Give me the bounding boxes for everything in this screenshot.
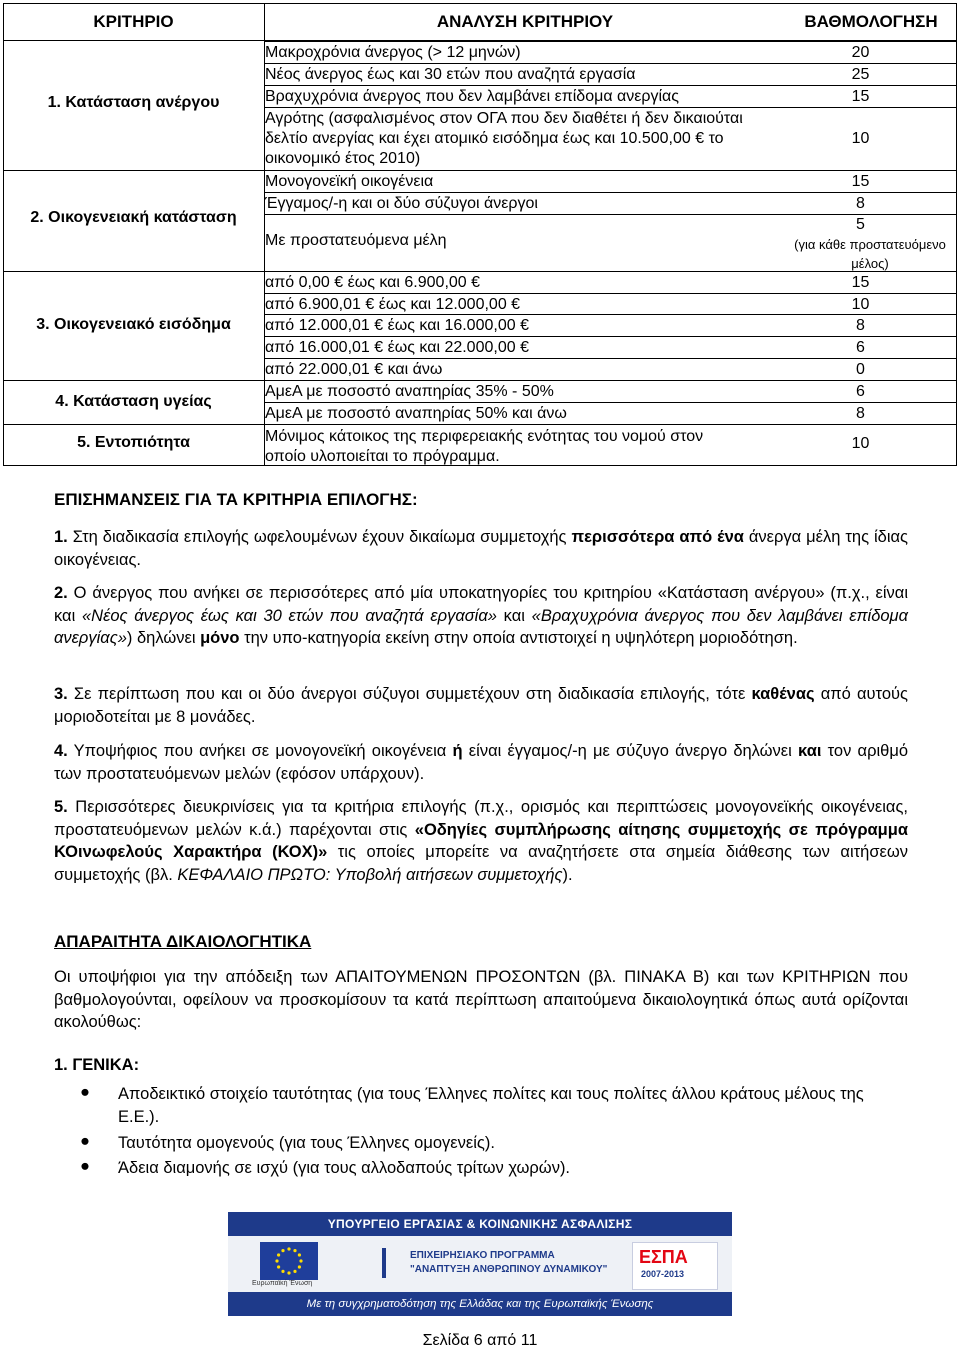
criteria-table (3, 3, 957, 466)
header-score: ΒΑΘΜΟΛΟΓΗΣΗ (804, 12, 938, 31)
note-4 (54, 740, 908, 785)
note-text: από αυτούς μοριοδοτείται με 8 μονάδες. (54, 685, 908, 726)
row-desc: από 12.000,01 € έως και 16.000,00 € (265, 317, 529, 334)
header-criterion: ΚΡΙΤΗΡΙΟ (93, 12, 174, 31)
category-income: 3. Οικογενειακό εισόδημα (36, 316, 231, 333)
row-desc: ΑμεΑ με ποσοστό αναπηρίας 35% - 50% (265, 383, 554, 400)
note-text: είναι έγγαμος/-η με σύζυγο άνεργο δηλώνει (462, 742, 799, 760)
row-line (264, 293, 957, 294)
note-2 (54, 582, 908, 650)
category-locality: 5. Εντοπιότητα (77, 434, 190, 451)
row-score: 0 (856, 361, 865, 378)
category-family: 2. Οικογενειακή κατάσταση (30, 209, 237, 226)
row-score: 8 (856, 405, 865, 422)
note-5 (54, 796, 908, 886)
eu-flag-icon (260, 1242, 318, 1280)
docs-bullet: Αποδεικτικό στοιχείο ταυτότητας (για τους Έλληνες πολίτες και τους πολίτες άλλου κράτους μέλους της Ε.Ε.). (118, 1085, 864, 1126)
row-line (264, 358, 957, 359)
row-desc: Μονογονεϊκή οικογένεια (265, 173, 434, 190)
row-line (264, 314, 957, 315)
eu-caption: Ευρωπαϊκή Ένωση (252, 1280, 313, 1287)
row-score: 5 (856, 216, 865, 233)
row-score: 8 (856, 317, 865, 334)
note-emphasis: καθένας (751, 685, 815, 703)
note-text: Στη διαδικασία επιλογής ωφελουμένων έχουν δικαίωμα συμμετοχής (67, 528, 572, 546)
note-number: 3. (54, 685, 68, 703)
espa-text: ΕΣΠΑ (639, 1247, 688, 1267)
program-mark-icon (382, 1248, 408, 1278)
row-score: 20 (851, 44, 870, 61)
category-health: 4. Κατάσταση υγείας (55, 393, 212, 410)
row-line (264, 214, 957, 215)
row-score: 25 (851, 66, 870, 83)
note-number: 2. (54, 584, 68, 602)
docs-subheading: 1. ΓΕΝΙΚΑ: (54, 1056, 140, 1074)
espa-years: 2007-2013 (641, 1269, 685, 1279)
row-desc: Αγρότης (ασφαλισμένος στον ΟΓΑ που δεν διαθέτει ή δεν δικαιούται δελτίο ανεργίας και έχει ατομικό εισόδημα έως και 10.500,00 € το οικονομικό έτος 2010) (265, 110, 743, 167)
row-desc: Μακροχρόνια άνεργος (> 12 μηνών) (265, 44, 521, 61)
espa-logo (632, 1242, 718, 1290)
docs-heading: ΑΠΑΡΑΙΤΗΤΑ ΔΙΚΑΙΟΛΟΓΗΤΙΚΑ (54, 932, 312, 951)
row-line (264, 63, 957, 64)
row-desc: από 6.900,01 € έως και 12.000,00 € (265, 296, 521, 313)
funding-banner (228, 1212, 732, 1316)
note-italic: «Νέος άνεργος έως και 30 ετών που αναζητά εργασία» (81, 606, 497, 625)
row-score: 8 (856, 195, 865, 212)
note-text: Ο άνεργος που ανήκει σε περισσότερες από μία υποκατηγορίες του κριτηρίου (67, 584, 658, 602)
note-emphasis: περισσότερα από ένα (571, 528, 744, 546)
row-desc: Έγγαμος/-η και οι δύο σύζυγοι άνεργοι (265, 195, 538, 212)
bullet-icon: ● (80, 1083, 90, 1101)
ministry-title: ΥΠΟΥΡΓΕΙΟ ΕΡΓΑΣΙΑΣ & ΚΟΙΝΩΝΙΚΗΣ ΑΣΦΑΛΙΣΗΣ (228, 1212, 732, 1236)
note-number: 1. (54, 528, 68, 546)
row-desc: από 22.000,01 € και άνω (265, 361, 443, 378)
docs-intro: Οι υποψήφιοι για την απόδειξη των ΑΠΑΙΤΟΥΜΕΝΩΝ ΠΡΟΣΟΝΤΩΝ (βλ. ΠΙΝΑΚΑ Β) και των ΚΡΙΤΗΡΙΩΝ που βαθμολογούνται, οφείλουν να προσκομίσουν τα κατά περίπτωση απαιτούμενα δικαιολογητικά όπως αυτά ορίζονται ακολούθως: (54, 968, 908, 1031)
header-analysis: ΑΝΑΛΥΣΗ ΚΡΙΤΗΡΙΟΥ (436, 12, 614, 31)
section-divider (3, 170, 957, 171)
program-line2: "ΑΝΑΠΤΥΞΗ ΑΝΘΡΩΠΙΝΟΥ ΔΥΝΑΜΙΚΟΥ" (410, 1264, 608, 1275)
row-score: 6 (856, 383, 865, 400)
row-score: 6 (856, 339, 865, 356)
row-score-note: (για κάθε προστατευόμενο μέλος) (794, 237, 946, 271)
row-score: 15 (851, 173, 870, 190)
row-score: 15 (851, 88, 870, 105)
program-logo (382, 1242, 622, 1288)
note-emphasis: «Οδηγίες συμπλήρωσης αίτησης συμμετοχής σε πρόγραμμα ΚΟινωφελούς Χαρακτήρα (ΚΟΧ)» (54, 820, 909, 861)
note-text: Υποψήφιος που ανήκει σε μονογονεϊκή οικογένεια (67, 742, 453, 760)
note-number: 4. (54, 742, 68, 760)
note-text: ). (562, 865, 573, 884)
row-line (264, 107, 957, 108)
docs-bullet: Άδεια διαμονής σε ισχύ (για τους αλλοδαπούς τρίτων χωρών). (118, 1159, 571, 1177)
note-3 (54, 683, 908, 728)
note-text: και (496, 606, 532, 625)
row-desc: ΑμεΑ με ποσοστό αναπηρίας 50% και άνω (265, 405, 567, 422)
row-line (264, 41, 957, 42)
note-text: Σε περίπτωση που και οι δύο άνεργοι σύζυγοι συμμετέχουν στη διαδικασία επιλογής, τότε (67, 685, 752, 703)
section-divider (3, 380, 957, 381)
note-1 (54, 526, 908, 571)
note-text: τον αριθμό των προστατευόμενων μελών (εφόσον υπάρχουν). (54, 742, 909, 783)
note-emphasis: και (798, 742, 822, 760)
row-score: 10 (851, 130, 870, 147)
row-desc: Βραχυχρόνια άνεργος που δεν λαμβάνει επίδομα ανεργίας (265, 88, 680, 105)
bullet-icon: ● (80, 1132, 90, 1150)
note-quote: «Κατάσταση ανέργου» (657, 584, 825, 602)
row-line (264, 192, 957, 193)
note-text: τις οποίες μπορείτε να αναζητήσετε στα σημεία διάθεσης των αιτήσεων συμμετοχής (βλ. (54, 843, 908, 884)
note-number: 5. (54, 798, 68, 816)
row-desc: Νέος άνεργος έως και 30 ετών που αναζητά εργασία (265, 66, 636, 83)
note-italic: «Βραχυχρόνια άνεργος που δεν λαμβάνει επίδομα ανεργίας» (54, 606, 909, 647)
note-text: την υπο-κατηγορία εκείνη στην οποία αντιστοιχεί η υψηλότερη μοριοδότηση. (239, 629, 798, 647)
page-number: Σελίδα 6 από 11 (422, 1332, 538, 1349)
program-line1: ΕΠΙΧΕΙΡΗΣΙΑΚΟ ΠΡΟΓΡΑΜΜΑ (410, 1250, 555, 1261)
docs-bullet: Ταυτότητα ομογενούς (για τους Έλληνες ομογενείς). (118, 1134, 495, 1152)
note-italic: ΚΕΦΑΛΑΙΟ ΠΡΩΤΟ: Υποβολή αιτήσεων συμμετοχής (177, 865, 563, 884)
row-line (264, 85, 957, 86)
row-line (264, 336, 957, 337)
category-unemployment: 1. Κατάσταση ανέργου (47, 94, 220, 111)
note-emphasis: ή (452, 742, 463, 760)
cofunding-note: Με τη συγχρηματοδότηση της Ελλάδας και της Ευρωπαϊκής Ένωσης (228, 1292, 732, 1316)
row-score: 10 (851, 296, 870, 313)
eu-stars-icon (260, 1242, 318, 1280)
notes-heading: ΕΠΙΣΗΜΑΝΣΕΙΣ ΓΙΑ ΤΑ ΚΡΙΤΗΡΙΑ ΕΠΙΛΟΓΗΣ: (54, 490, 418, 509)
row-score: 15 (851, 274, 870, 291)
row-line (264, 402, 957, 403)
note-text: ) δηλώνει (126, 629, 201, 647)
row-desc: Μόνιμος κάτοικος της περιφερειακής ενότητας του νομού στον οποίο υλοποιείται το πρόγραμμα. (265, 428, 704, 465)
bullet-icon: ● (80, 1157, 90, 1175)
section-divider (3, 424, 957, 425)
row-desc: από 16.000,01 € έως και 22.000,00 € (265, 339, 529, 356)
note-emphasis: μόνο (200, 629, 240, 647)
note-text: άνεργα μέλη της ίδιας οικογένειας. (54, 528, 908, 569)
note-text: Περισσότερες διευκρινίσεις για τα κριτήρια επιλογής (π.χ., ορισμός και περιπτώσεις μονογονεϊκής οικογένειας, προστατευόμενων μελών κ.ά.) παρέχονται στις (54, 798, 908, 839)
row-score: 10 (851, 435, 870, 452)
row-desc: Με προστατευόμενα μέλη (265, 232, 447, 249)
note-text: (π.χ., είναι και (54, 584, 909, 625)
row-desc: από 0,00 € έως και 6.900,00 € (265, 274, 481, 291)
